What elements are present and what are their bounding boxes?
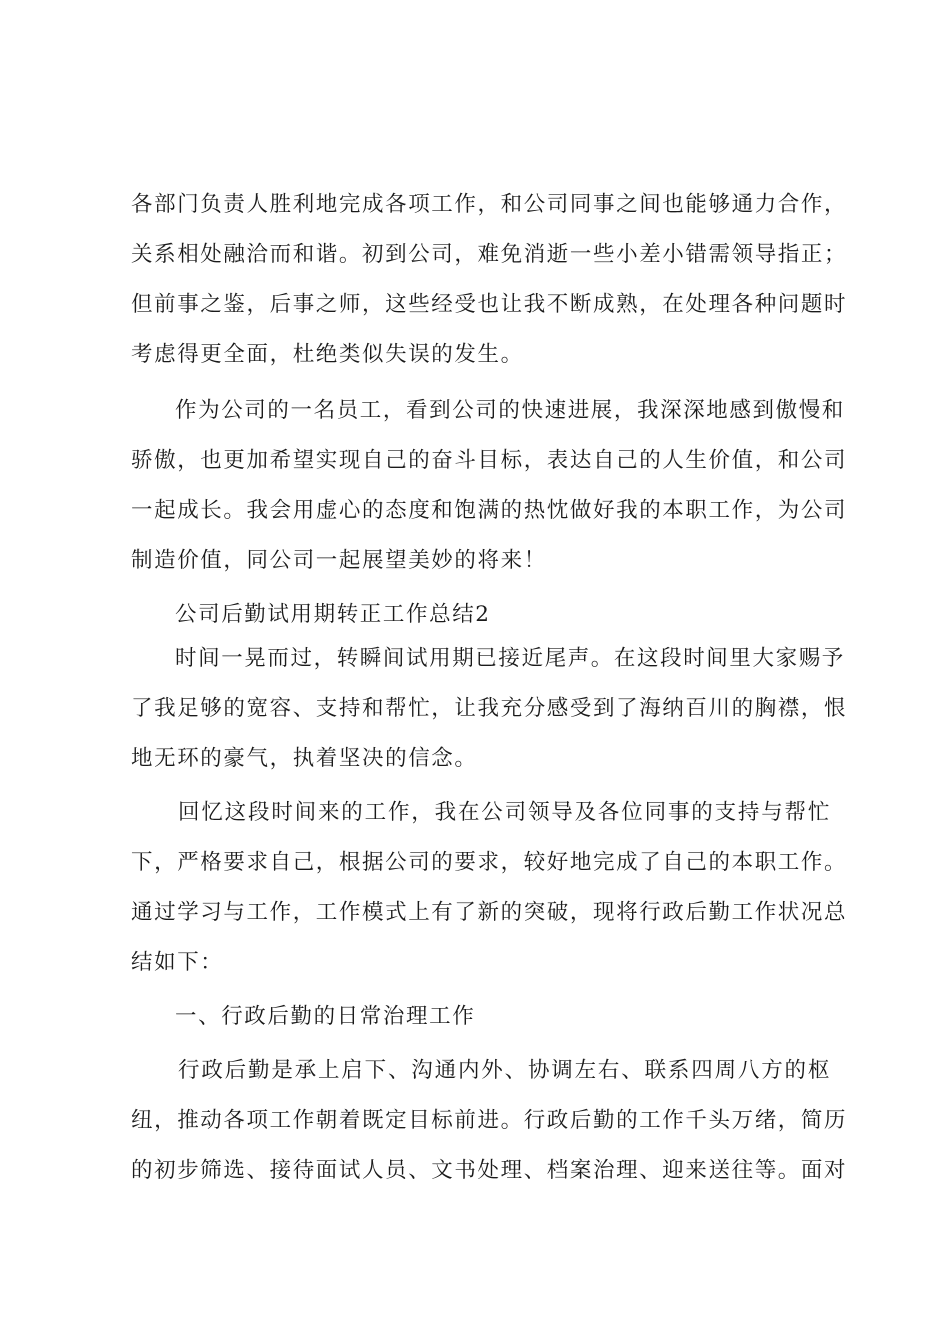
paragraph-line: 各部门负责人胜利地完成各项工作，和公司同事之间也能够通力合作， xyxy=(131,192,848,217)
paragraph-line: 但前事之鉴，后事之师，这些经受也让我不断成熟，在处理各种问题时 xyxy=(131,292,848,317)
paragraph-line: 作为公司的一名员工，看到公司的快速进展，我深深地感到傲慢和 xyxy=(175,398,845,423)
paragraph-line: 通过学习与工作，工作模式上有了新的突破，现将行政后勤工作状况总 xyxy=(131,900,848,925)
paragraph-line: 回忆这段时间来的工作，我在公司领导及各位同事的支持与帮忙 xyxy=(178,800,831,825)
paragraph-line: 结如下： xyxy=(131,950,224,975)
section-heading: 公司后勤试用期转正工作总结2 xyxy=(175,602,491,627)
paragraph-line: 一起成长。我会用虚心的态度和饱满的热忱做好我的本职工作，为公司 xyxy=(131,498,848,523)
paragraph-line: 的初步筛选、接待面试人员、文书处理、档案治理、迎来送往等。面对 xyxy=(131,1158,848,1183)
paragraph-line: 行政后勤是承上启下、沟通内外、协调左右、联系四周八方的枢 xyxy=(178,1058,831,1083)
paragraph-line: 地无环的豪气，执着坚决的信念。 xyxy=(131,746,478,771)
paragraph-line: 下，严格要求自己，根据公司的要求，较好地完成了自己的本职工作。 xyxy=(131,850,848,875)
paragraph-line: 时间一晃而过，转瞬间试用期已接近尾声。在这段时间里大家赐予 xyxy=(175,646,845,671)
paragraph-line: 纽，推动各项工作朝着既定目标前进。行政后勤的工作千头万绪，简历 xyxy=(131,1108,848,1133)
paragraph-line: 关系相处融洽而和谐。初到公司，难免消逝一些小差小错需领导指正； xyxy=(131,242,848,267)
paragraph-line: 骄傲，也更加希望实现自己的奋斗目标，表达自己的人生价值，和公司 xyxy=(131,448,848,473)
paragraph-line: 了我足够的宽容、支持和帮忙，让我充分感受到了海纳百川的胸襟，恨 xyxy=(131,696,848,721)
section-heading: 一、行政后勤的日常治理工作 xyxy=(175,1004,476,1029)
paragraph-line: 考虑得更全面，杜绝类似失误的发生。 xyxy=(131,342,524,367)
paragraph-line: 制造价值，同公司一起展望美妙的将来！ xyxy=(131,548,547,573)
